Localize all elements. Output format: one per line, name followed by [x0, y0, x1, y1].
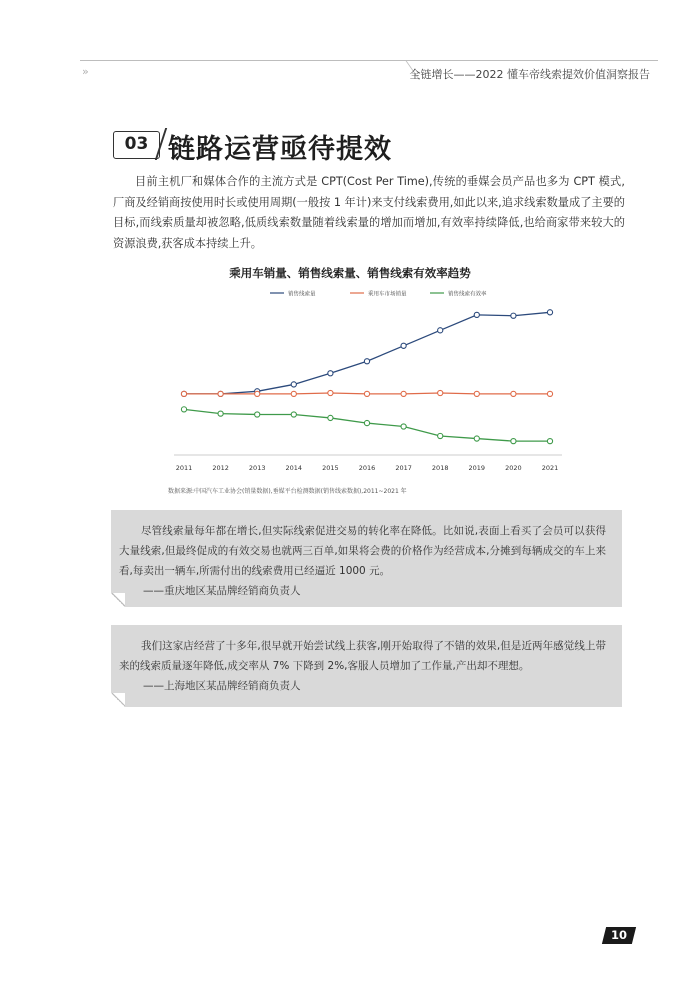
quote-corner-1: [111, 593, 125, 607]
data-point-1-2: [255, 391, 260, 396]
data-point-0-8: [474, 312, 479, 317]
data-point-1-5: [364, 391, 369, 396]
data-point-2-5: [364, 420, 369, 425]
data-point-2-3: [291, 412, 296, 417]
data-point-1-10: [547, 391, 552, 396]
header-rule: [80, 60, 658, 61]
data-point-2-8: [474, 436, 479, 441]
x-tick-label-2018: 2018: [431, 464, 449, 472]
data-point-2-1: [218, 411, 223, 416]
x-tick-label-2015: 2015: [322, 464, 339, 472]
data-point-2-9: [511, 439, 516, 444]
data-point-1-1: [218, 391, 223, 396]
data-point-1-8: [474, 391, 479, 396]
data-point-2-4: [328, 415, 333, 420]
page-number: 10: [602, 927, 636, 944]
legend-label-0: 销售线索量: [288, 291, 316, 298]
data-point-2-7: [438, 433, 443, 438]
quote-box-2: [111, 625, 622, 707]
data-point-2-0: [181, 407, 186, 412]
trend-line-chart: [160, 282, 570, 482]
data-point-1-6: [401, 391, 406, 396]
data-point-2-6: [401, 424, 406, 429]
x-tick-label-2020: 2020: [505, 464, 522, 472]
section-number: 03: [113, 131, 160, 159]
quote-text-2: 我们这家店经营了十多年,很早就开始尝试线上获客,刚开始取得了不错的效果,但是近两年感觉线上带来的线索质量逐年降低,成交率从 7% 下降到 2%,客服人员增加了工作量,产出却不理想。: [119, 640, 606, 672]
data-point-2-10: [547, 439, 552, 444]
data-point-0-3: [291, 382, 296, 387]
x-tick-label-2016: 2016: [358, 464, 376, 472]
section-title: 链路运营亟待提效: [168, 134, 392, 165]
quote-box-1: [111, 510, 622, 607]
data-point-0-5: [364, 359, 369, 364]
x-tick-label-2013: 2013: [248, 464, 266, 472]
chart-title: 乘用车销量、销售线索量、销售线索有效率趋势: [229, 266, 471, 280]
x-tick-label-2021: 2021: [541, 464, 559, 472]
data-point-0-7: [438, 328, 443, 333]
data-point-1-0: [181, 391, 186, 396]
data-point-0-9: [511, 313, 516, 318]
x-tick-label-2012: 2012: [212, 464, 229, 472]
report-header-title: 全链增长——2022 懂车帝线索提效价值洞察报告: [409, 68, 650, 81]
x-tick-label-2017: 2017: [395, 464, 412, 472]
body-paragraph: 目前主机厂和媒体合作的主流方式是 CPT(Cost Per Time),传统的垂媒会员产品也多为 CPT 模式,厂商及经销商按使用时长或使用周期(一般按 1 年计)来支付线索费用,如此以来,追求线索数量成了主要的目标,而线索质量却被忽略,低质线索数量随着线索量的增加而增加,有效率持续降低,也给商家带来较大的资源浪费,获客成本持续上升。: [113, 175, 625, 250]
quote-source-1: ——重庆地区某品牌经销商负责人: [143, 585, 301, 597]
data-point-0-4: [328, 371, 333, 376]
legend-label-2: 销售线索有效率: [448, 291, 487, 298]
data-point-2-2: [255, 412, 260, 417]
data-point-1-3: [291, 391, 296, 396]
chart-source: 数据来源:中国汽车工业协会(销量数据),垂媒平台检测数据(销售线索数据),2011~2021 年: [168, 488, 407, 495]
series-line-0: [184, 312, 550, 394]
data-point-1-7: [438, 390, 443, 395]
x-tick-label-2014: 2014: [285, 464, 303, 472]
data-point-1-4: [328, 390, 333, 395]
legend-label-1: 乘用车市场销量: [368, 291, 407, 298]
quote-text-1: 尽管线索量每年都在增长,但实际线索促进交易的转化率在降低。比如说,表面上看买了会员可以获得大量线索,但最终促成的有效交易也就两三百单,如果将会费的价格作为经营成本,分摊到每辆成交的车上来看,每卖出一辆车,所需付出的线索费用已经逼近 1000 元。: [119, 525, 606, 577]
quote-source-2: ——上海地区某品牌经销商负责人: [143, 680, 301, 692]
data-point-0-6: [401, 343, 406, 348]
chevron-right-icon: ››: [82, 65, 87, 78]
quote-corner-2: [111, 693, 125, 707]
data-point-0-10: [547, 310, 552, 315]
x-tick-label-2011: 2011: [175, 464, 193, 472]
x-tick-label-2019: 2019: [468, 464, 486, 472]
data-point-1-9: [511, 391, 516, 396]
